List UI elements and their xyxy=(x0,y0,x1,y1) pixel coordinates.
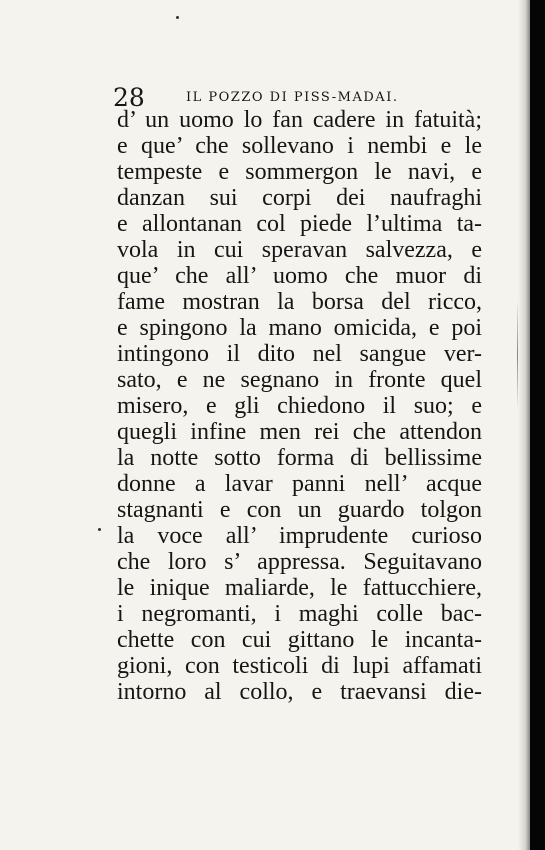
scan-background xyxy=(530,0,545,850)
text-line: que’ che all’ uomo che muor di xyxy=(117,263,482,289)
text-line: la notte sotto forma di bellissime xyxy=(117,445,482,471)
text-line: chette con cui gittano le incanta- xyxy=(117,627,482,653)
running-title: IL POZZO DI PISS-MADAI. xyxy=(186,90,399,105)
text-line: e que’ che sollevano i nembi e le xyxy=(117,133,482,159)
text-line: tempeste e sommergon le navi, e xyxy=(117,159,482,185)
text-line: stagnanti e con un guardo tolgon xyxy=(117,497,482,523)
body-text xyxy=(117,107,482,705)
text-line: quegli infine men rei che attendon xyxy=(117,419,482,445)
text-line: la voce all’ imprudente curioso xyxy=(117,523,482,549)
printer-mark-top xyxy=(176,16,179,19)
text-line: sato, e ne segnano in fronte quel xyxy=(117,367,482,393)
text-line: d’ un uomo lo fan cadere in fatuità; xyxy=(117,107,482,133)
text-line: intorno al collo, e traevansi die- xyxy=(117,679,482,705)
text-line: e spingono la mano omicida, e poi xyxy=(117,315,482,341)
text-line: misero, e gli chiedono il suo; e xyxy=(117,393,482,419)
text-line: che loro s’ appressa. Seguitavano xyxy=(117,549,482,575)
text-line: le inique maliarde, le fattucchiere, xyxy=(117,575,482,601)
text-line: fame mostran la borsa del ricco, xyxy=(117,289,482,315)
page-number: 28 xyxy=(113,83,145,112)
margin-mark-left xyxy=(98,528,101,531)
page-edge-shadow xyxy=(518,0,530,850)
text-line: i negromanti, i maghi colle bac- xyxy=(117,601,482,627)
text-line: intingono il dito nel sangue ver- xyxy=(117,341,482,367)
text-line: donne a lavar panni nell’ acque xyxy=(117,471,482,497)
text-line: vola in cui speravan salvezza, e xyxy=(117,237,482,263)
text-line: e allontanan col piede l’ultima ta- xyxy=(117,211,482,237)
text-line: danzan sui corpi dei naufraghi xyxy=(117,185,482,211)
text-line: gioni, con testicoli di lupi affamati xyxy=(117,653,482,679)
